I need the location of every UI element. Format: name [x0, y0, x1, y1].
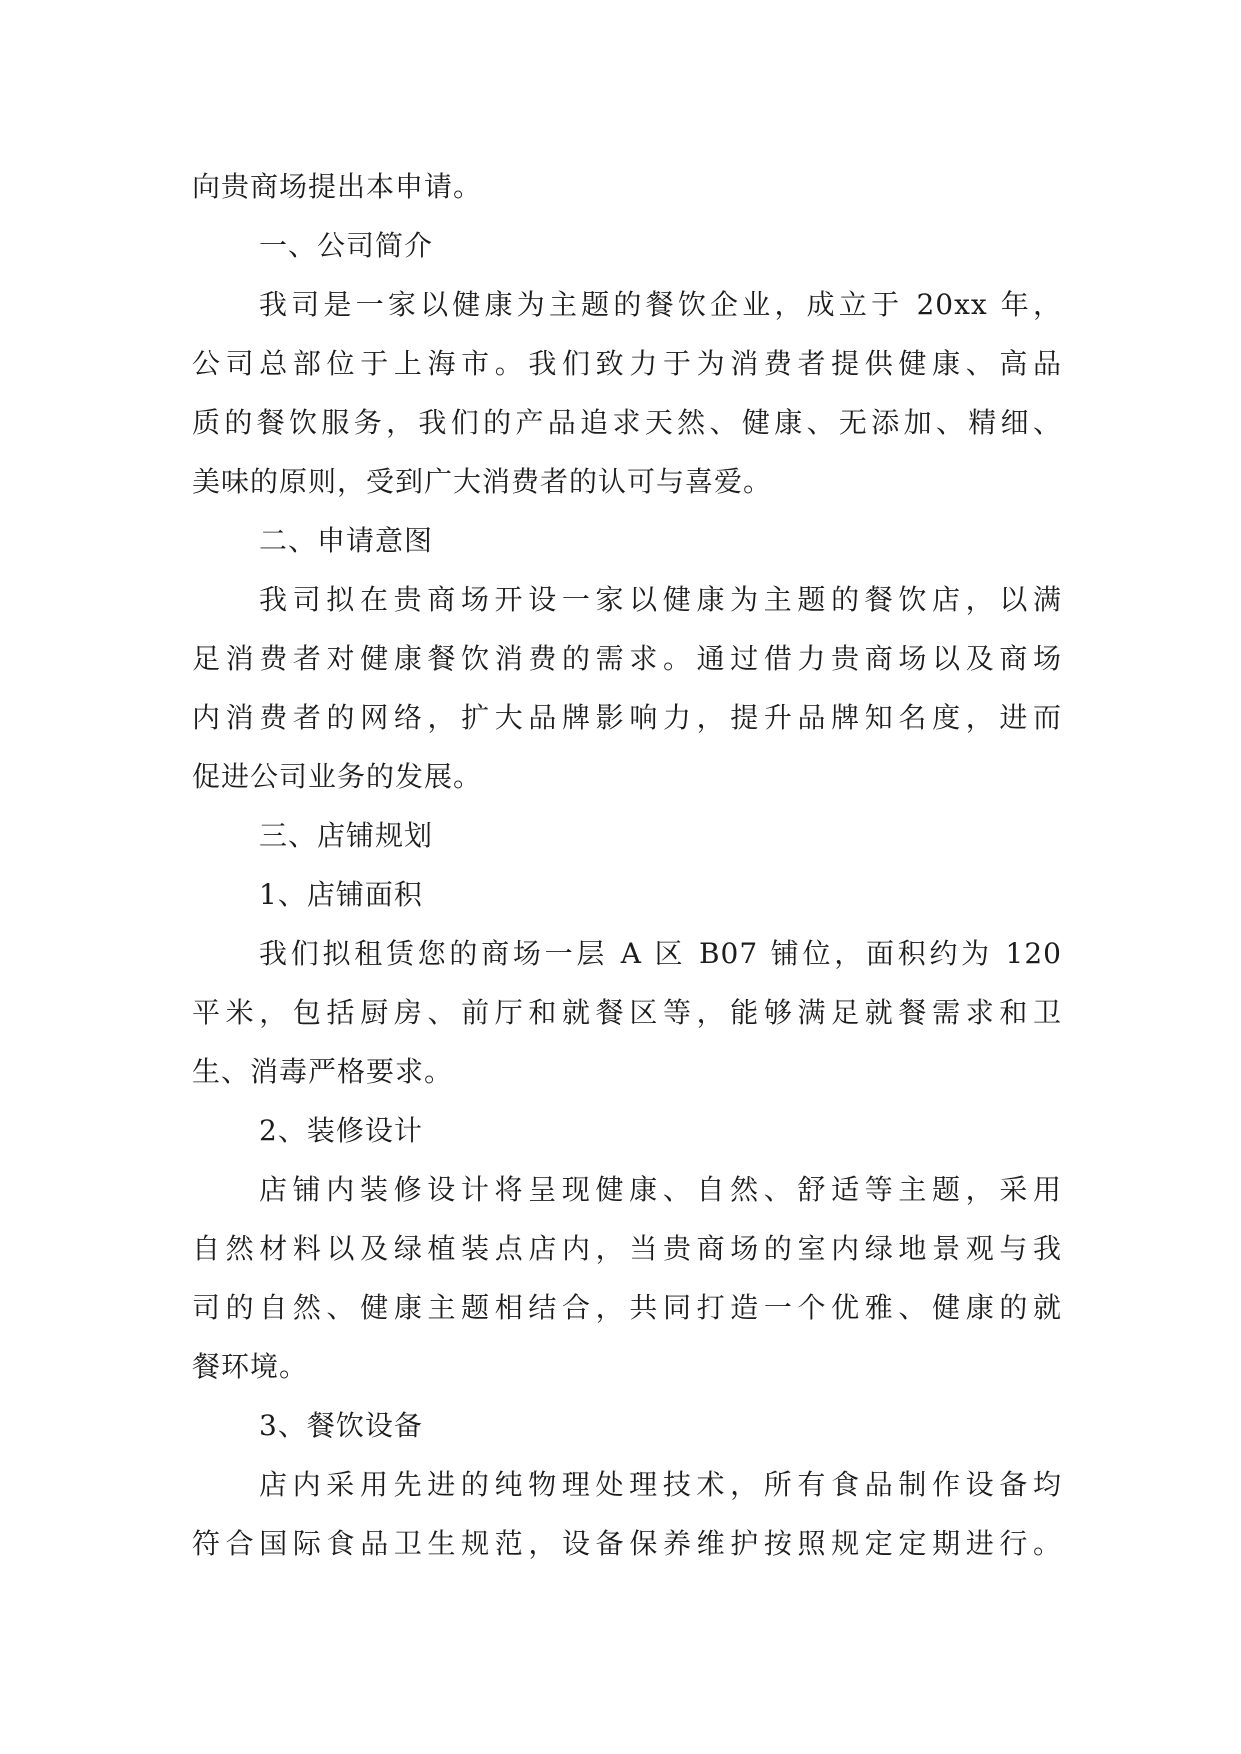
section-heading: 二、申请意图 [259, 524, 434, 557]
subsection-heading-store-area [192, 865, 1062, 924]
subsection-heading: 2、装修设计 [259, 1114, 423, 1147]
document-body [192, 157, 1062, 1573]
paragraph-line: 司的自然、健康主题相结合，共同打造一个优雅、健康的就 [192, 1291, 1062, 1324]
subsection-heading-decoration-design [192, 1101, 1062, 1160]
paragraph [192, 570, 1062, 806]
paragraph-line: 店铺内装修设计将呈现健康、自然、舒适等主题，采用 [259, 1173, 1062, 1206]
paragraph [192, 1455, 1062, 1573]
paragraph [192, 157, 1062, 216]
paragraph-line: 促进公司业务的发展。 [192, 760, 483, 793]
section-heading: 一、公司简介 [259, 229, 434, 262]
paragraph-line: 符合国际食品卫生规范，设备保养维护按照规定定期进行。 [192, 1527, 1062, 1560]
paragraph [192, 275, 1062, 511]
paragraph-line: 足消费者对健康餐饮消费的需求。通过借力贵商场以及商场 [192, 642, 1062, 675]
section-heading-store-planning [192, 806, 1062, 865]
paragraph [192, 924, 1062, 1101]
paragraph-line: 店内采用先进的纯物理处理技术，所有食品制作设备均 [259, 1468, 1062, 1501]
paragraph-line: 美味的原则，受到广大消费者的认可与喜爱。 [192, 465, 773, 498]
paragraph-line: 我们拟租赁您的商场一层 A 区 B07 铺位，面积约为 120 [259, 937, 1062, 970]
paragraph-line: 公司总部位于上海市。我们致力于为消费者提供健康、高品 [192, 347, 1062, 380]
section-heading: 三、店铺规划 [259, 819, 434, 852]
paragraph-line: 我司是一家以健康为主题的餐饮企业，成立于 20xx 年， [259, 288, 1062, 321]
section-heading-company-intro [192, 216, 1062, 275]
paragraph-line: 内消费者的网络，扩大品牌影响力，提升品牌知名度，进而 [192, 701, 1062, 734]
paragraph-line: 质的餐饮服务，我们的产品追求天然、健康、无添加、精细、 [192, 406, 1062, 439]
paragraph [192, 1160, 1062, 1396]
paragraph-line: 向贵商场提出本申请。 [192, 170, 483, 203]
paragraph-line: 餐环境。 [192, 1350, 309, 1383]
paragraph-line: 生、消毒严格要求。 [192, 1055, 454, 1088]
paragraph-line: 平米，包括厨房、前厅和就餐区等，能够满足就餐需求和卫 [192, 996, 1062, 1029]
paragraph-line: 我司拟在贵商场开设一家以健康为主题的餐饮店，以满 [259, 583, 1062, 616]
paragraph-line: 自然材料以及绿植装点店内，当贵商场的室内绿地景观与我 [192, 1232, 1062, 1265]
subsection-heading: 3、餐饮设备 [259, 1409, 423, 1442]
subsection-heading-catering-equipment [192, 1396, 1062, 1455]
section-heading-application-intent [192, 511, 1062, 570]
subsection-heading: 1、店铺面积 [259, 878, 423, 911]
